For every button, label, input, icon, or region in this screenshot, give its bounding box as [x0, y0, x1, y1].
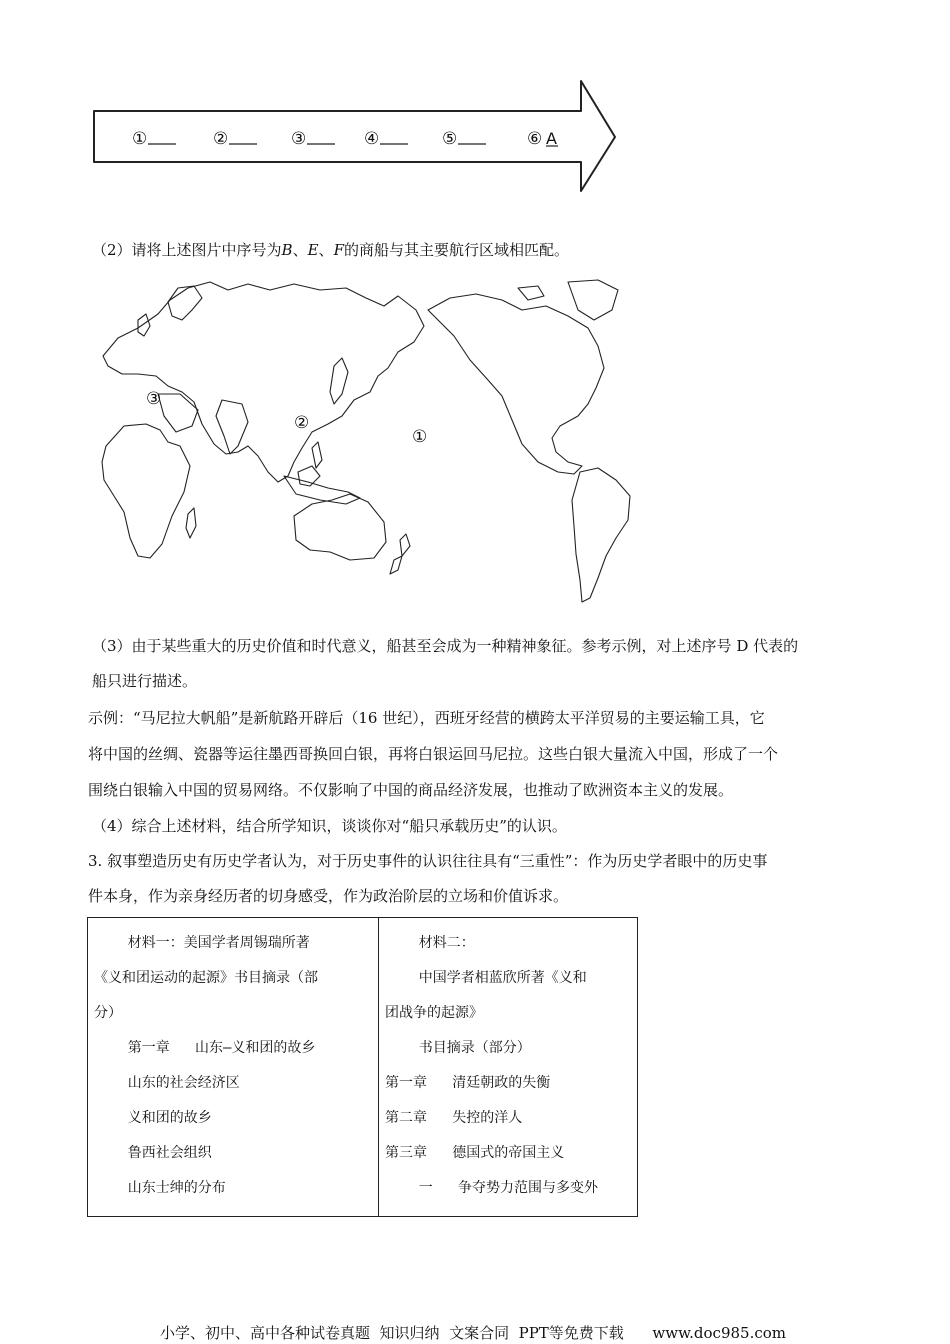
new-zealand-outline: [400, 534, 410, 556]
material-one-line-5: 山东的社会经济区: [94, 1075, 240, 1091]
question-2: （2）请将上述图片中序号为B、E、F的商船与其主要航行区域相匹配。: [92, 241, 569, 259]
borneo-outline: [298, 466, 320, 486]
timeline-label-2: ②: [213, 129, 229, 149]
madagascar-outline: [186, 508, 196, 538]
question-4: （4）综合上述材料，结合所学知识，谈谈你对“船只承载历史”的认识。: [92, 817, 567, 835]
arctic-islands-outline: [518, 286, 544, 300]
material-two-line-7: 第三章 德国式的帝国主义: [385, 1145, 565, 1161]
material-two-line-1: 材料二：: [385, 935, 475, 951]
page-footer: 小学、初中、高中各种试卷真题 知识归纳 文案合同 PPT等免费下载 www.doc985.com: [160, 1324, 787, 1342]
map-marker-3: ③: [146, 389, 162, 409]
material-one-line-2: 《义和团运动的起源》书目摘录（部: [94, 970, 318, 986]
question-3-line-1: （3）由于某些重大的历史价值和时代意义，船甚至会成为一种精神象征。参考示例，对上述序号 D 代表的: [92, 637, 799, 655]
material-one-line-8: 山东士绅的分布: [94, 1180, 226, 1196]
scandinavia-outline: [168, 286, 202, 320]
material-one-line-7: 鲁西社会组织: [94, 1145, 212, 1161]
materials-table: [87, 917, 638, 1217]
question-3-line-2: 船只进行描述。: [92, 672, 198, 690]
timeline-label-4: ④: [364, 129, 380, 149]
india-outline: [216, 400, 248, 454]
material-two-line-6: 第二章 失控的洋人: [385, 1110, 523, 1126]
australia-outline: [294, 494, 386, 560]
sea-islands-outline: [284, 476, 360, 504]
material-two-line-2: 中国学者相蓝欣所著《义和: [385, 970, 587, 986]
timeline-arrow-svg: [92, 78, 622, 196]
example-line-3: 围绕白银输入中国的贸易网络。不仅影响了中国的商品经济发展，也推动了欧洲资本主义的发展。: [88, 781, 734, 799]
map-marker-2: ②: [294, 413, 310, 433]
problem-3-line-2: 件本身，作为亲身经历者的切身感受，作为政治阶层的立场和价值诉求。: [88, 887, 569, 905]
problem-3-line-1: 3. 叙事塑造历史有历史学者认为，对于历史事件的认识往往具有“三重性”：作为历史学者眼中的历史事: [88, 852, 768, 870]
new-zealand-south-outline: [390, 556, 402, 574]
material-two-line-5: 第一章 清廷朝政的失衡: [385, 1075, 551, 1091]
south-america-outline: [572, 468, 630, 602]
timeline-arrow: [92, 78, 622, 196]
material-two-cell: [379, 918, 638, 1217]
material-two-line-8: 一 争夺势力范围与多变外: [385, 1180, 599, 1196]
britain-outline: [138, 314, 150, 336]
world-map: [98, 276, 633, 606]
japan-outline: [330, 358, 348, 404]
timeline-label-1: ①: [132, 129, 148, 149]
example-line-2: 将中国的丝绸、瓷器等运往墨西哥换回白银，再将白银运回马尼拉。这些白银大量流入中国，形成了一个: [88, 745, 779, 763]
eurasia-outline: [103, 282, 424, 482]
greenland-outline: [568, 280, 618, 320]
material-one-line-1: 材料一：美国学者周锡瑞所著: [94, 935, 310, 951]
map-marker-1: ①: [412, 427, 428, 447]
material-one-line-6: 义和团的故乡: [94, 1110, 212, 1126]
africa-outline: [102, 424, 190, 558]
material-one-line-4: 第一章 山东—义和团的故乡: [94, 1040, 316, 1056]
north-america-outline: [428, 294, 604, 474]
timeline-label-5: ⑤: [442, 129, 458, 149]
timeline-label-6: ⑥: [527, 129, 543, 149]
timeline-answer-mark: A: [546, 129, 557, 148]
material-one-cell: [88, 918, 379, 1217]
timeline-blanks: [148, 144, 558, 146]
example-line-1: 示例：“马尼拉大帆船”是新航路开辟后（16 世纪），西班牙经营的横跨太平洋贸易的主要运输工具，它: [88, 709, 765, 727]
philippines-outline: [312, 442, 322, 468]
material-two-line-3: 团战争的起源》: [385, 1005, 483, 1021]
world-map-svg: [98, 276, 633, 606]
timeline-label-3: ③: [291, 129, 307, 149]
material-one-line-3: 分）: [94, 1005, 122, 1021]
material-two-line-4: 书目摘录（部分）: [385, 1040, 531, 1056]
